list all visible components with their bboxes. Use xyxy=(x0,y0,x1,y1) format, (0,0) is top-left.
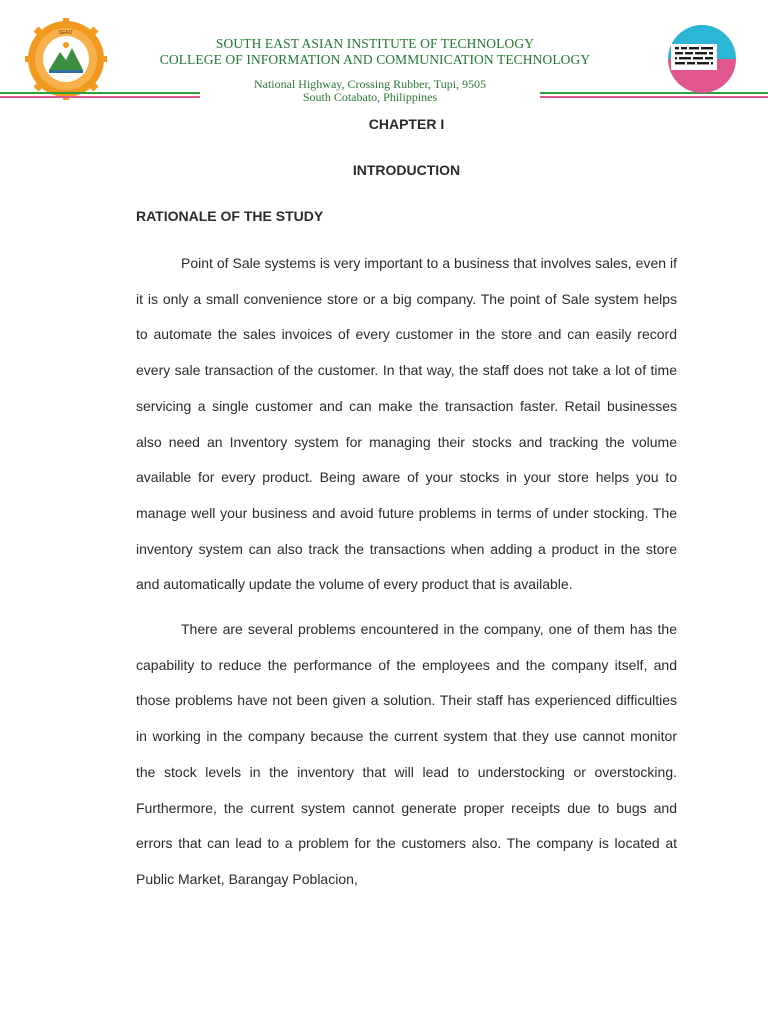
document-body xyxy=(136,108,677,898)
school-seal-logo xyxy=(25,18,107,100)
school-name xyxy=(105,36,645,68)
college-logo xyxy=(665,22,739,96)
address-line-2: South Cotabato, Philippines xyxy=(200,91,540,104)
body-paragraph: Point of Sale systems is very important to a business that involves sales, even if it is only a small convenience store or a big company. The point of Sale system helps to automate the sales invoices of every customer in the store and can easily record every sale transaction of the customer. In that way, the staff does not take a lot of time servicing a single customer and can make the transaction faster. Retail businesses also need an Inventory system for managing their stocks and tracking the volume available for every product. Being aware of your stocks in your store helps you to manage well your business and avoid future problems in terms of under stocking. The inventory system can also track the transactions when adding a product in the store and automatically update the volume of every product that is available. xyxy=(136,255,677,593)
chapter-title: INTRODUCTION xyxy=(352,162,461,178)
chapter-heading: CHAPTER I xyxy=(368,116,445,132)
letterhead xyxy=(0,0,768,110)
school-address xyxy=(200,78,540,104)
section-heading: RATIONALE OF THE STUDY xyxy=(136,208,324,224)
svg-text:SEAIT: SEAIT xyxy=(58,30,74,36)
college-name-line: COLLEGE OF INFORMATION AND COMMUNICATION TECHNOLOGY xyxy=(159,52,591,67)
school-name-line: SOUTH EAST ASIAN INSTITUTE OF TECHNOLOGY xyxy=(215,36,535,51)
body-paragraph: There are several problems encountered in the company, one of them has the capability to reduce the performance of the employees and the company itself, and those problems have not been given a solution. Their staff has experienced difficulties in working in the company because the current system that they use cannot monitor the stock levels in the inventory that will lead to understocking or overstocking. Furthermore, the current system cannot generate proper receipts due to bugs and errors that can lead to a problem for the customers also. The company is located at Public Market, Barangay Poblacion, xyxy=(136,621,677,887)
address-line-1: National Highway, Crossing Rubber, Tupi, 9505 xyxy=(200,78,540,91)
college-logo-icon xyxy=(668,25,736,93)
